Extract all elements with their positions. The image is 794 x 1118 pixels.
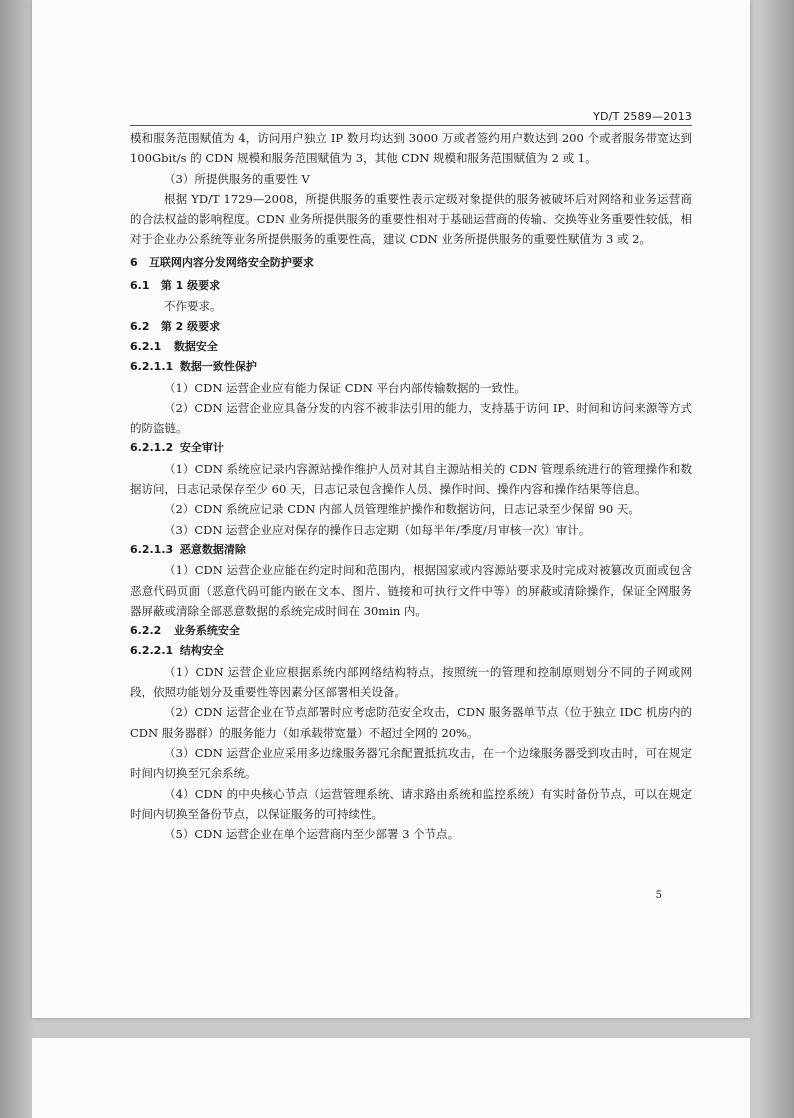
heading-title: 数据安全 (173, 339, 218, 353)
list-item: （2）CDN 运营企业在节点部署时应考虑防范安全攻击，CDN 服务器单节点（位于独立 IDC 机房内的 CDN 服务器群）的服务能力（如承载带宽量）不超过全网的 20%。 (130, 705, 692, 740)
paragraph-continued: 模和服务范围赋值为 4，访问用户独立 IP 数月均达到 3000 万或者签约用户数达到 200 个或者服务带宽达到 100Gbit/s 的 CDN 规模和服务范围赋值为 3，其他 CDN 规模和服务范围赋值为 2 或 1。 (130, 131, 692, 166)
paragraph-6-1: 不作要求。 (164, 299, 222, 314)
heading-title: 数据一致性保护 (179, 360, 257, 374)
header-rule (130, 125, 692, 126)
document-page (32, 0, 750, 1018)
heading-6-1 (130, 276, 692, 296)
heading-6-2 (130, 317, 692, 337)
heading-6-2-1-2 (130, 438, 692, 458)
heading-number: 6.2 (130, 319, 150, 333)
list-item: （2）CDN 系统应记录 CDN 内部人员管理维护操作和数据访问，日志记录至少保留 90 天。 (164, 502, 640, 517)
heading-number: 6.1 (130, 279, 150, 293)
heading-6-2-1 (130, 337, 692, 357)
item-3-body: 根据 YD/T 1729—2008，所提供服务的重要性表示定级对象提供的服务被破坏后对网络和业务运营商的合法权益的影响程度。CDN 业务所提供服务的重要性相对于基础运营商的传输、交换等业务重要性较低，相对于企业办公系统等业务所提供服务的重要性高，建议 CDN 业务所提供服务的重要性赋值为 3 或 2。 (130, 191, 692, 247)
heading-title: 结构安全 (179, 644, 224, 658)
item-3-title: （3）所提供服务的重要性 V (164, 171, 310, 186)
standard-code: YD/T 2589—2013 (593, 110, 692, 123)
heading-6-2-2-1 (130, 641, 692, 661)
heading-title: 第 2 级要求 (160, 319, 221, 333)
heading-title: 第 1 级要求 (160, 279, 221, 293)
heading-title: 互联网内容分发网络安全防护要求 (148, 255, 314, 269)
page-number: 5 (655, 890, 662, 901)
heading-number: 6.2.1.2 (130, 441, 174, 455)
heading-number: 6.2.2 (130, 624, 162, 638)
heading-title: 安全审计 (179, 441, 224, 455)
list-item: （3）CDN 运营企业应采用多边缘服务器冗余配置抵抗攻击，在一个边缘服务器受到攻击时，可在规定时间内切换至冗余系统。 (130, 745, 692, 781)
list-item: （1）CDN 运营企业应能在约定时间和范围内，根据国家或内容源站要求及时完成对被篡改页面或包含恶意代码页面（恶意代码可能内嵌在文本、图片、链接和可执行文件中等）的屏蔽或清除操作，保证全网服务器屏蔽或清除全部恶意数据的系统完成时间在 30min 内。 (130, 563, 692, 618)
heading-6-2-1-1 (130, 357, 692, 377)
list-item: （2）CDN 运营企业应具备分发的内容不被非法引用的能力，支持基于访问 IP、时间和访问来源等方式的防盗链。 (130, 400, 692, 436)
next-page-top (32, 1038, 750, 1118)
heading-number: 6.2.1.1 (130, 360, 174, 374)
heading-title: 业务系统安全 (173, 624, 240, 638)
heading-number: 6.2.2.1 (130, 644, 174, 658)
list-item: （1）CDN 运营企业应有能力保证 CDN 平台内部传输数据的一致性。 (164, 380, 526, 395)
heading-6-2-2 (130, 621, 692, 641)
heading-number: 6 (130, 255, 138, 269)
heading-number: 6.2.1.3 (130, 542, 174, 556)
heading-title: 恶意数据清除 (179, 542, 246, 556)
list-item: （1）CDN 运营企业应根据系统内部网络结构特点，按照统一的管理和控制原则划分不同的子网或网段，依照功能划分及重要性等因素分区部署相关设备。 (130, 664, 692, 700)
list-item: （3）CDN 运营企业应对保存的操作日志定期（如每半年/季度/月审核一次）审计。 (164, 522, 591, 537)
heading-6 (130, 253, 692, 273)
list-item: （1）CDN 系统应记录内容源站操作维护人员对其自主源站相关的 CDN 管理系统进行的管理操作和数据访问，日志记录保存至少 60 天，日志记录包含操作人员、操作时间、操作内容和操作结果等信息。 (130, 461, 692, 497)
heading-6-2-1-3 (130, 540, 692, 560)
page-body (130, 128, 692, 844)
list-item: （4）CDN 的中央核心节点（运营管理系统、请求路由系统和监控系统）有实时备份节点，可以在规定时间内切换至备份节点，以保证服务的可持续性。 (130, 786, 692, 821)
list-item: （5）CDN 运营企业在单个运营商内至少部署 3 个节点。 (164, 827, 460, 842)
heading-number: 6.2.1 (130, 339, 162, 353)
